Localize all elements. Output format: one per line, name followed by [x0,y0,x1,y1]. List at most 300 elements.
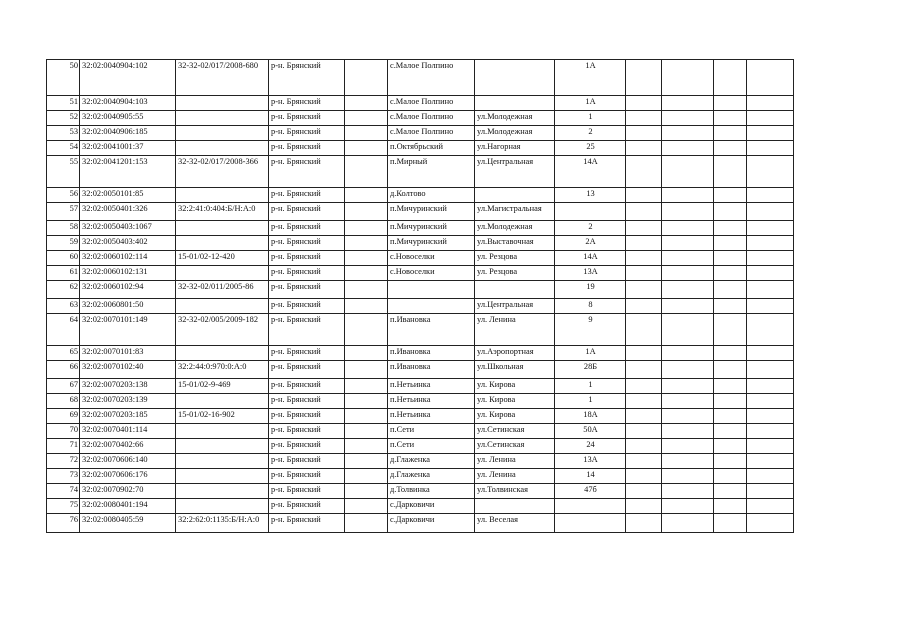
empty-cell [662,188,714,203]
registration-number-cell [176,439,269,454]
district-cell: р-н. Брянский [269,221,345,236]
house-number-cell: 1 [555,111,626,126]
empty-cell [345,484,388,499]
registration-number-cell [176,188,269,203]
empty-cell [662,394,714,409]
empty-cell [662,221,714,236]
registration-number-cell [176,299,269,314]
empty-cell [345,394,388,409]
registration-number-cell [176,454,269,469]
property-register-table [46,59,794,533]
street-cell: ул. Кирова [475,379,555,394]
settlement-cell: п.Мичуринский [388,203,475,221]
empty-cell [662,409,714,424]
empty-cell [626,126,662,141]
empty-cell [714,454,747,469]
empty-cell [714,281,747,299]
cadastral-number-cell: 32:02:0060102:94 [80,281,176,299]
cadastral-number-cell: 32:02:0070101:83 [80,346,176,361]
empty-cell [662,439,714,454]
table-row [47,394,794,409]
settlement-cell: п.Нетьинка [388,394,475,409]
cadastral-number-cell: 32:02:0070606:140 [80,454,176,469]
street-cell: ул.Центральная [475,156,555,188]
house-number-cell: 14А [555,251,626,266]
empty-cell [662,141,714,156]
house-number-cell: 1А [555,346,626,361]
cadastral-number-cell: 32:02:0070102:40 [80,361,176,379]
row-number-cell: 56 [47,188,80,203]
empty-cell [662,499,714,514]
cadastral-number-cell: 32:02:0060102:114 [80,251,176,266]
empty-cell [662,266,714,281]
house-number-cell: 18А [555,409,626,424]
empty-cell [747,346,794,361]
table-row [47,379,794,394]
settlement-cell: с.Малое Полпино [388,126,475,141]
row-number-cell: 75 [47,499,80,514]
settlement-cell: с.Малое Полпино [388,60,475,96]
street-cell: ул.Сетинская [475,424,555,439]
empty-cell [714,111,747,126]
empty-cell [662,299,714,314]
registration-number-cell [176,141,269,156]
empty-cell [714,203,747,221]
row-number-cell: 52 [47,111,80,126]
empty-cell [714,266,747,281]
cadastral-number-cell: 32:02:0070402:66 [80,439,176,454]
table-row [47,484,794,499]
empty-cell [747,394,794,409]
street-cell: ул. Резцова [475,251,555,266]
empty-cell [626,484,662,499]
district-cell: р-н. Брянский [269,203,345,221]
street-cell [475,60,555,96]
empty-cell [747,409,794,424]
empty-cell [714,361,747,379]
cadastral-number-cell: 32:02:0070902:70 [80,484,176,499]
cadastral-number-cell: 32:02:0050403:1067 [80,221,176,236]
row-number-cell: 68 [47,394,80,409]
cadastral-number-cell: 32:02:0041001:37 [80,141,176,156]
empty-cell [747,299,794,314]
street-cell [475,96,555,111]
district-cell: р-н. Брянский [269,156,345,188]
table-row [47,514,794,533]
district-cell: р-н. Брянский [269,96,345,111]
row-number-cell: 69 [47,409,80,424]
street-cell: ул.Молодежная [475,221,555,236]
empty-cell [747,514,794,533]
house-number-cell [555,203,626,221]
settlement-cell: п.Нетьинка [388,409,475,424]
empty-cell [345,221,388,236]
empty-cell [626,236,662,251]
table-row [47,439,794,454]
table-row [47,96,794,111]
empty-cell [747,156,794,188]
empty-cell [345,424,388,439]
empty-cell [747,379,794,394]
registration-number-cell: 32:2:41:0:404:Б/Н:А:0 [176,203,269,221]
street-cell: ул.Магистральная [475,203,555,221]
empty-cell [626,203,662,221]
street-cell: ул.Центральная [475,299,555,314]
table-row [47,156,794,188]
house-number-cell: 13А [555,266,626,281]
cadastral-number-cell: 32:02:0070203:139 [80,394,176,409]
empty-cell [345,156,388,188]
house-number-cell: 9 [555,314,626,346]
cadastral-number-cell: 32:02:0060102:131 [80,266,176,281]
district-cell: р-н. Брянский [269,469,345,484]
district-cell: р-н. Брянский [269,379,345,394]
registration-number-cell [176,111,269,126]
empty-cell [626,499,662,514]
empty-cell [626,111,662,126]
district-cell: р-н. Брянский [269,484,345,499]
table-row [47,409,794,424]
empty-cell [747,454,794,469]
settlement-cell: д.Глаженка [388,454,475,469]
cadastral-number-cell: 32:02:0041201:153 [80,156,176,188]
empty-cell [714,126,747,141]
settlement-cell: с.Малое Полпино [388,96,475,111]
empty-cell [662,111,714,126]
empty-cell [345,454,388,469]
empty-cell [345,314,388,346]
district-cell: р-н. Брянский [269,266,345,281]
empty-cell [662,361,714,379]
empty-cell [345,409,388,424]
house-number-cell: 19 [555,281,626,299]
empty-cell [662,379,714,394]
empty-cell [626,156,662,188]
empty-cell [747,141,794,156]
table-row [47,203,794,221]
house-number-cell: 2 [555,221,626,236]
cadastral-number-cell: 32:02:0080401:194 [80,499,176,514]
empty-cell [747,221,794,236]
table-row [47,454,794,469]
district-cell: р-н. Брянский [269,514,345,533]
empty-cell [662,424,714,439]
table-row [47,141,794,156]
district-cell: р-н. Брянский [269,281,345,299]
house-number-cell [555,514,626,533]
empty-cell [662,514,714,533]
empty-cell [747,314,794,346]
row-number-cell: 54 [47,141,80,156]
house-number-cell: 24 [555,439,626,454]
empty-cell [345,251,388,266]
row-number-cell: 76 [47,514,80,533]
empty-cell [345,126,388,141]
settlement-cell: д.Колтово [388,188,475,203]
empty-cell [626,299,662,314]
table-row [47,111,794,126]
district-cell: р-н. Брянский [269,361,345,379]
empty-cell [345,299,388,314]
street-cell: ул.Школьная [475,361,555,379]
empty-cell [626,469,662,484]
empty-cell [626,361,662,379]
house-number-cell: 13А [555,454,626,469]
empty-cell [662,454,714,469]
street-cell: ул. Ленина [475,469,555,484]
district-cell: р-н. Брянский [269,314,345,346]
street-cell: ул.Нагорная [475,141,555,156]
house-number-cell [555,499,626,514]
empty-cell [747,111,794,126]
cadastral-number-cell: 32:02:0040904:102 [80,60,176,96]
row-number-cell: 50 [47,60,80,96]
empty-cell [747,188,794,203]
settlement-cell: п.Сети [388,439,475,454]
registration-number-cell [176,469,269,484]
empty-cell [345,96,388,111]
empty-cell [714,469,747,484]
empty-cell [714,484,747,499]
empty-cell [345,111,388,126]
empty-cell [714,299,747,314]
empty-cell [714,156,747,188]
empty-cell [714,394,747,409]
district-cell: р-н. Брянский [269,499,345,514]
street-cell: ул. Веселая [475,514,555,533]
empty-cell [345,361,388,379]
empty-cell [626,424,662,439]
settlement-cell: п.Мичуринский [388,236,475,251]
table-row [47,346,794,361]
house-number-cell: 14 [555,469,626,484]
registration-number-cell: 32-32-02/005/2009-182 [176,314,269,346]
cadastral-number-cell: 32:02:0050401:326 [80,203,176,221]
registration-number-cell [176,424,269,439]
registration-number-cell [176,126,269,141]
cadastral-number-cell: 32:02:0040906:185 [80,126,176,141]
cadastral-number-cell: 32:02:0070203:185 [80,409,176,424]
empty-cell [747,60,794,96]
registration-number-cell: 32-32-02/011/2005-86 [176,281,269,299]
empty-cell [345,469,388,484]
empty-cell [747,96,794,111]
registration-number-cell: 15-01/02-9-469 [176,379,269,394]
empty-cell [345,346,388,361]
district-cell: р-н. Брянский [269,236,345,251]
district-cell: р-н. Брянский [269,424,345,439]
registration-number-cell: 32:2:44:0:970:0:А:0 [176,361,269,379]
row-number-cell: 51 [47,96,80,111]
registration-number-cell: 15-01/02-12-420 [176,251,269,266]
empty-cell [626,251,662,266]
street-cell [475,499,555,514]
row-number-cell: 59 [47,236,80,251]
cadastral-number-cell: 32:02:0040905:55 [80,111,176,126]
empty-cell [714,499,747,514]
empty-cell [714,379,747,394]
cadastral-number-cell: 32:02:0040904:103 [80,96,176,111]
empty-cell [662,126,714,141]
settlement-cell: п.Мичуринский [388,221,475,236]
street-cell: ул.Аэропортная [475,346,555,361]
settlement-cell: п.Октябрьский [388,141,475,156]
empty-cell [345,514,388,533]
registration-number-cell: 15-01/02-16-902 [176,409,269,424]
row-number-cell: 70 [47,424,80,439]
empty-cell [714,514,747,533]
row-number-cell: 67 [47,379,80,394]
empty-cell [714,439,747,454]
empty-cell [626,346,662,361]
district-cell: р-н. Брянский [269,346,345,361]
district-cell: р-н. Брянский [269,126,345,141]
empty-cell [747,281,794,299]
district-cell: р-н. Брянский [269,299,345,314]
empty-cell [714,251,747,266]
empty-cell [626,409,662,424]
table-row [47,126,794,141]
house-number-cell: 8 [555,299,626,314]
table-row [47,361,794,379]
house-number-cell: 28Б [555,361,626,379]
empty-cell [626,514,662,533]
row-number-cell: 55 [47,156,80,188]
row-number-cell: 58 [47,221,80,236]
empty-cell [626,281,662,299]
registration-number-cell [176,499,269,514]
empty-cell [662,346,714,361]
cadastral-number-cell: 32:02:0070101:149 [80,314,176,346]
settlement-cell: с.Дарковичи [388,499,475,514]
empty-cell [345,499,388,514]
settlement-cell: п.Нетьинка [388,379,475,394]
table-body [47,60,794,533]
row-number-cell: 60 [47,251,80,266]
empty-cell [714,409,747,424]
house-number-cell: 25 [555,141,626,156]
empty-cell [714,236,747,251]
empty-cell [714,424,747,439]
cadastral-number-cell: 32:02:0070401:114 [80,424,176,439]
table-row [47,499,794,514]
empty-cell [345,188,388,203]
registration-number-cell [176,221,269,236]
empty-cell [662,314,714,346]
empty-cell [662,60,714,96]
row-number-cell: 66 [47,361,80,379]
house-number-cell: 1А [555,96,626,111]
cadastral-number-cell: 32:02:0080405:59 [80,514,176,533]
empty-cell [747,236,794,251]
empty-cell [714,96,747,111]
empty-cell [662,251,714,266]
empty-cell [345,379,388,394]
registration-number-cell [176,96,269,111]
row-number-cell: 57 [47,203,80,221]
street-cell: ул. Ленина [475,454,555,469]
empty-cell [662,156,714,188]
street-cell [475,188,555,203]
empty-cell [747,484,794,499]
district-cell: р-н. Брянский [269,409,345,424]
empty-cell [747,361,794,379]
empty-cell [626,266,662,281]
empty-cell [747,266,794,281]
registration-number-cell [176,394,269,409]
house-number-cell: 14А [555,156,626,188]
settlement-cell: п.Сети [388,424,475,439]
street-cell: ул.Молодежная [475,126,555,141]
street-cell: ул. Кирова [475,409,555,424]
street-cell [475,281,555,299]
table-row [47,266,794,281]
row-number-cell: 74 [47,484,80,499]
house-number-cell: 13 [555,188,626,203]
empty-cell [626,454,662,469]
district-cell: р-н. Брянский [269,188,345,203]
empty-cell [626,379,662,394]
street-cell: ул.Толвинская [475,484,555,499]
table-row [47,236,794,251]
registration-number-cell: 32-32-02/017/2008-680 [176,60,269,96]
district-cell: р-н. Брянский [269,394,345,409]
registration-number-cell [176,346,269,361]
street-cell: ул.Сетинская [475,439,555,454]
row-number-cell: 53 [47,126,80,141]
table-row [47,221,794,236]
settlement-cell: с.Новоселки [388,251,475,266]
street-cell: ул.Выставочная [475,236,555,251]
row-number-cell: 71 [47,439,80,454]
empty-cell [747,499,794,514]
house-number-cell: 1А [555,60,626,96]
district-cell: р-н. Брянский [269,111,345,126]
district-cell: р-н. Брянский [269,439,345,454]
registration-number-cell: 32-32-02/017/2008-366 [176,156,269,188]
empty-cell [662,96,714,111]
street-cell: ул.Молодежная [475,111,555,126]
empty-cell [626,221,662,236]
settlement-cell: д.Глаженка [388,469,475,484]
empty-cell [714,188,747,203]
district-cell: р-н. Брянский [269,454,345,469]
empty-cell [626,394,662,409]
house-number-cell: 50А [555,424,626,439]
empty-cell [626,141,662,156]
empty-cell [662,236,714,251]
district-cell: р-н. Брянский [269,60,345,96]
row-number-cell: 65 [47,346,80,361]
empty-cell [345,203,388,221]
row-number-cell: 72 [47,454,80,469]
empty-cell [714,314,747,346]
cadastral-number-cell: 32:02:0050101:85 [80,188,176,203]
cadastral-number-cell: 32:02:0070606:176 [80,469,176,484]
district-cell: р-н. Брянский [269,251,345,266]
empty-cell [747,203,794,221]
street-cell: ул. Кирова [475,394,555,409]
empty-cell [662,484,714,499]
house-number-cell: 1 [555,394,626,409]
empty-cell [747,126,794,141]
settlement-cell: п.Ивановка [388,346,475,361]
house-number-cell: 2 [555,126,626,141]
table-row [47,188,794,203]
house-number-cell: 1 [555,379,626,394]
table-row [47,251,794,266]
empty-cell [345,141,388,156]
